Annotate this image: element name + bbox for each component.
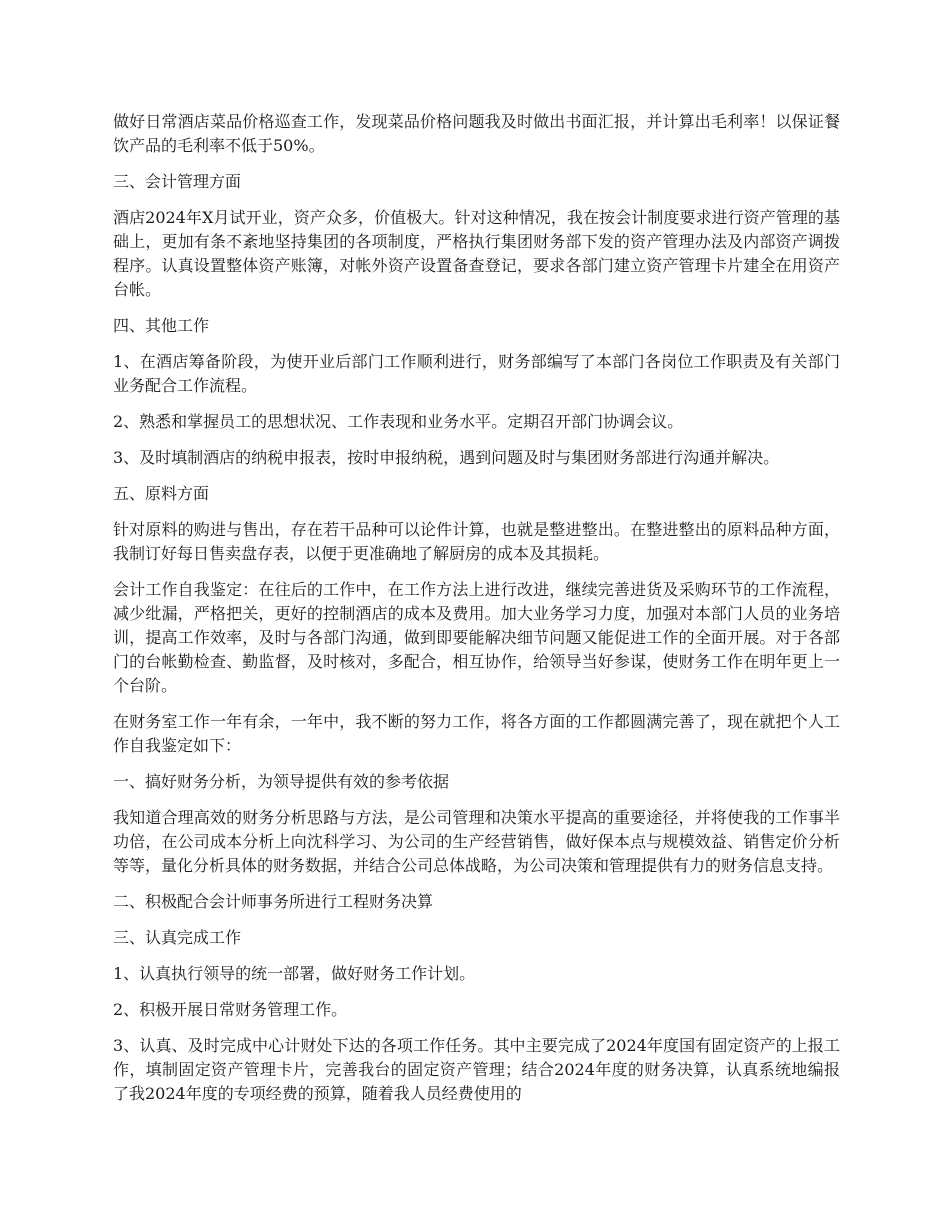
paragraph-intro: 在财务室工作一年有余，一年中，我不断的努力工作，将各方面的工作都圆满完善了，现在就把个人工作自我鉴定如下： (113, 712, 840, 755)
document-page (113, 110, 840, 1118)
list-item-job-duties: 1、在酒店筹备阶段，为使开业后部门工作顺利进行，财务部编写了本部门各岗位工作职责及有关部门业务配合工作流程。 (113, 352, 840, 395)
paragraph-asset-management: 酒店2024年X月试开业，资产众多，价值极大。针对这种情况，我在按会计制度要求进行资产管理的基础上，更加有条不紊地坚持集团的各项制度，严格执行集团财务部下发的资产管理办法及内部资产调拨程序。认真设置整体资产账簿，对帐外资产设置备查登记，要求各部门建立资产管理卡片建全在用资产台帐。 (113, 208, 840, 299)
heading-complete-work: 三、认真完成工作 (113, 928, 242, 947)
paragraph-self-evaluation: 会计工作自我鉴定：在往后的工作中，在工作方法上进行改进，继续完善进货及采购环节的工作流程，减少纰漏，严格把关，更好的控制酒店的成本及费用。加大业务学习力度，加强对本部门人员的业务培训，提高工作效率，及时与各部门沟通，做到即要能解决细节问题又能促进工作的全面开展。对于各部门的台帐勤检查、勤监督，及时核对，多配合，相互协作，给领导当好参谋，使财务工作在明年更上一个台阶。 (113, 580, 840, 695)
paragraph-price-inspection: 做好日常酒店菜品价格巡查工作，发现菜品价格问题我及时做出书面汇报，并计算出毛利率！以保证餐饮产品的毛利率不低于50%。 (113, 112, 840, 155)
list-item-work-plan: 1、认真执行领导的统一部署，做好财务工作计划。 (113, 964, 476, 983)
heading-other-work: 四、其他工作 (113, 316, 210, 335)
heading-accounting-management: 三、会计管理方面 (113, 172, 242, 191)
list-item-staff-status: 2、熟悉和掌握员工的思想状况、工作表现和业务水平。定期召开部门协调会议。 (113, 412, 684, 431)
heading-financial-analysis: 一、搞好财务分析，为领导提供有效的参考依据 (113, 772, 450, 791)
list-item-tax-filing: 3、及时填制酒店的纳税申报表，按时申报纳税，遇到问题及时与集团财务部进行沟通并解决。 (113, 448, 780, 467)
heading-raw-materials: 五、原料方面 (113, 484, 210, 503)
paragraph-raw-materials: 针对原料的购进与售出，存在若干品种可以论件计算，也就是整进整出。在整进整出的原料品种方面，我制订好每日售卖盘存表，以便于更准确地了解厨房的成本及其损耗。 (113, 520, 840, 563)
heading-audit-cooperation: 二、积极配合会计师事务所进行工程财务决算 (113, 892, 434, 911)
paragraph-financial-analysis: 我知道合理高效的财务分析思路与方法，是公司管理和决策水平提高的重要途径，并将使我的工作事半功倍，在公司成本分析上向沈科学习、为公司的生产经营销售，做好保本点与规模效益、销售定价分析等等，量化分析具体的财务数据，并结合公司总体战略，为公司决策和管理提供有力的财务信息支持。 (113, 808, 840, 875)
list-item-daily-management: 2、积极开展日常财务管理工作。 (113, 1000, 348, 1019)
list-item-tasks: 3、认真、及时完成中心计财处下达的各项工作任务。其中主要完成了2024年度国有固定资产的上报工作，填制固定资产管理卡片，完善我台的固定资产管理；结合2024年度的财务决算，认真系统地编报了我2024年度的专项经费的预算，随着我人员经费使用的 (113, 1036, 840, 1103)
